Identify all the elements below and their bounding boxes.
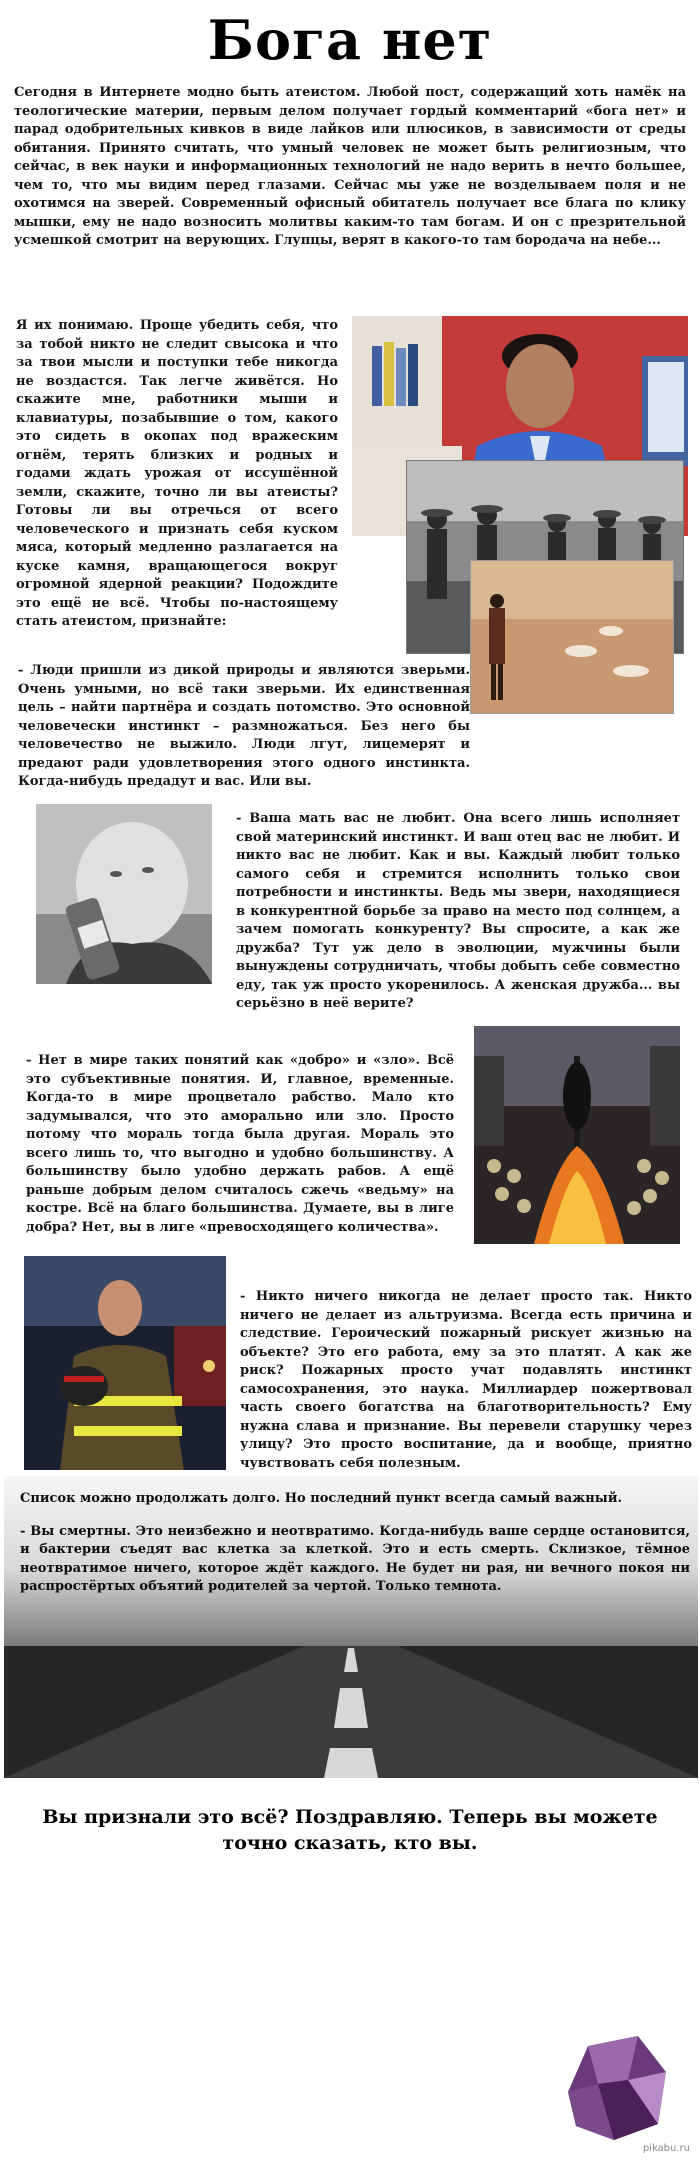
firefighter-photo [24, 1256, 226, 1470]
final-line-2: точно сказать, кто вы. [222, 1832, 478, 1854]
page-title: Бога нет [207, 8, 493, 72]
amethyst-crystal-image [558, 2032, 674, 2144]
baby-drinking-photo [36, 804, 212, 984]
road-paragraph: - Вы смертны. Это неизбежно и неотвратимо. Когда-нибудь ваше сердце остановится, и бактерии съедят вас клетка за клеткой. Это и есть смерть. Склизкое, тёмное неотвратимое ничего, которое ждёт каждого. Не будет ни рая, ни вечного покоя ни распростёртых объятий родителей за чертой. Только темнота. [20, 1523, 690, 1594]
witch-burning-painting [474, 1026, 680, 1244]
paragraph-4: - Нет в мире таких понятий как «добро» и «зло». Всё это субъективные понятия. И, главное, временные. Когда-то в мире процветало рабство. Мало кто задумывался, что это аморально или зло. Просто потому что мораль тогда была другая. Мораль это всего лишь то, что выгодно и удобно большинству. А большинству было удобно держать рабов. А ещё раньше добрым делом считалось сжечь «ведьму» на костре. Всё на благо большинства. Думаете, вы в лиге добра? Нет, вы в лиге «превосходящего количества». [26, 1053, 454, 1235]
paragraph-5: - Никто ничего никогда не делает просто так. Никто ничего не делает из альтруизма. Всегда есть причина и следствие. Героический пожарный рискует жизнью на объекте? Это его работа, ему за это платят. А как же риск? Пожарных просто учат подавлять инстинкт самосохранения, это наука. Миллиардер пожертвовал часть своего богатства на благотворительность? Ему нужна слава и признание. Вы перевели старушку через улицу? Это просто воспитание, да и вообще, приятно чувствовать себя полезным. [240, 1289, 692, 1471]
intro-paragraph: Сегодня в Интернете модно быть атеистом. Любой пост, содержащий хоть намёк на теологические материи, первым делом получает гордый комментарий «бога нет» и парад одобрительных кивков в виде лайков или плюсиков, в зависимости от среды обитания. Принято считать, что умный человек не может быть религиозным, что сейчас, в век науки и информационных технологий не надо верить в нечто большее, чем то, что мы видим перед глазами. Сейчас мы уже не возделываем поля и не охотимся на зверей. Современный офисный обитатель получает все блага по клику мышки, ему не надо возносить молитвы каким-то там богам. И он с презрительной усмешкой смотрит на верующих. Глупцы, верят в какого-то там бородача на небе... [14, 85, 686, 248]
paragraph-2: - Люди пришли из дикой природы и являются зверьми. Очень умными, но всё таки зверьми. Их единственная цель – найти партнёра и создать потомство. Это основной человечески инстинкт – размножаться. Без него бы человечество не выжило. Люди лгут, лицемерят и предают ради удовлетворения этого одного инстинкта. Когда-нибудь предадут и вас. Или вы. [18, 663, 470, 789]
final-statement [0, 1804, 700, 1856]
paragraph-3: - Ваша мать вас не любит. Она всего лишь исполняет свой материнский инстинкт. И ваш отец вас не любит. И никто вас не любит. Как и вы. Каждый любит только самого себя и стремится исполнить только свои потребности и инстинкты. Ведь мы звери, находящиеся в конкурентной борьбе за право на место под солнцем, а зачем помогать конкуренту? Вы спросите, а как же дружба? Тут уж дело в эволюции, мужчины были вынуждены сотрудничать, чтобы добыть себе совместно еду, так уж просто укоренилось. А женская дружба... вы серьёзно в неё верите? [236, 811, 680, 1011]
watermark: pikabu.ru [642, 2143, 690, 2154]
final-line-1: Вы признали это всё? Поздравляю. Теперь вы можете [42, 1806, 658, 1828]
road-intro-text: Список можно продолжать долго. Но последний пункт всегда самый важный. [20, 1491, 622, 1506]
drought-photo [470, 560, 674, 714]
final-point-block [20, 1490, 690, 1597]
paragraph-1: Я их понимаю. Проще убедить себя, что за тобой никто не следит свысока и что за твои мысли и поступки тебе никогда не воздастся. Так легче живётся. Но скажите мне, работники мыши и клавиатуры, позабывшие о том, какого это сидеть в окопах под вражеским огнём, терять близких и родных и годами ждать урожая от иссушённой земли, скажите, точно ли вы атеисты? Готовы ли вы отречься от всего человеческого и признать себя куском мяса, который медленно разлагается на куске камня, вращающегося вокруг огромной ядерной реакции? Подождите это ещё не всё. Чтобы по-настоящему стать атеистом, признайте: [16, 318, 338, 629]
